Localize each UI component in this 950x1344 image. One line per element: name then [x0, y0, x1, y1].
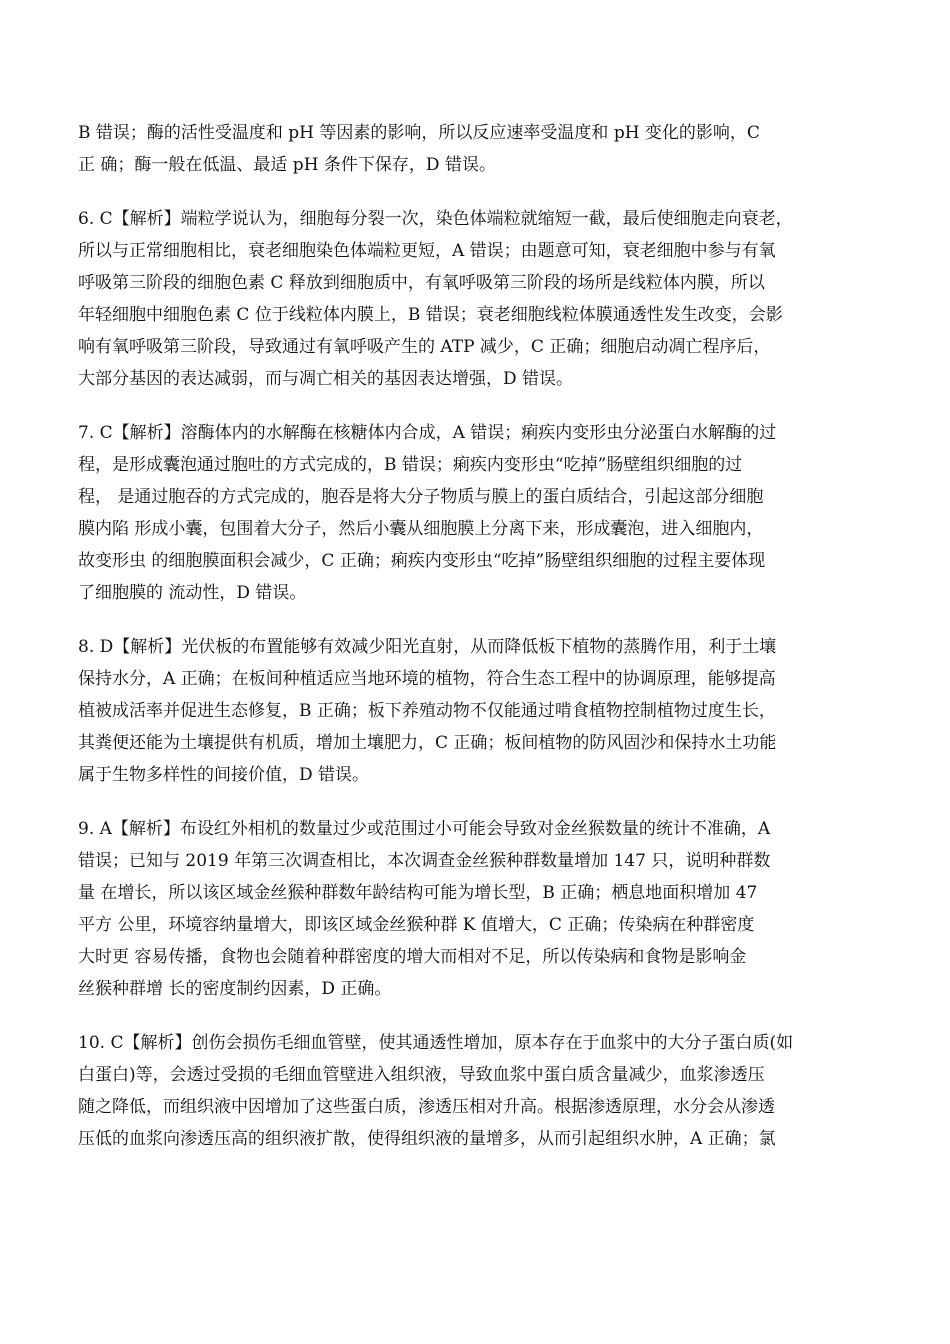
text-line: 其粪便还能为土壤提供有机质，增加土壤肥力，C 正确；板间植物的防风固沙和保持水土功能 [78, 733, 777, 753]
text-line: 7. C【解析】溶酶体内的水解酶在核糖体内合成，A 错误；痢疾内变形虫分泌蛋白水解酶的过 [78, 423, 777, 443]
text-line: 错误；已知与 2019 年第三次调查相比，本次调查金丝猴种群数量增加 147 只，说明种群数 [78, 851, 771, 871]
text-line: 6. C【解析】端粒学说认为，细胞每分裂一次，染色体端粒就缩短一截，最后使细胞走向衰老， [78, 209, 793, 229]
text-line: 响有氧呼吸第三阶段，导致通过有氧呼吸产生的 ATP 减少，C 正确；细胞启动凋亡程序后， [78, 337, 771, 357]
answer-9-paragraph [78, 813, 878, 1005]
text-line: 呼吸第三阶段的细胞色素 C 释放到细胞质中，有氧呼吸第三阶段的场所是线粒体内膜，所以 [78, 273, 765, 293]
text-line: 量 在增长，所以该区域金丝猴种群数年龄结构可能为增长型，B 正确；栖息地面积增加 47 [78, 883, 758, 903]
answer-8-paragraph [78, 631, 878, 791]
text-line: 大时更 容易传播，食物也会随着种群密度的增大而相对不足，所以传染病和食物是影响金 [78, 947, 747, 967]
text-line: 平方 公里，环境容纳量增大，即该区域金丝猴种群 K 值增大，C 正确；传染病在种群密度 [78, 915, 755, 935]
text-line: 正 确；酶一般在低温、最适 pH 条件下保存，D 错误。 [78, 155, 496, 175]
text-line: 故变形虫 的细胞膜面积会减少，C 正确；痢疾内变形虫“吃掉”肠壁组织细胞的过程主要体现 [78, 551, 766, 571]
text-line: 程，是形成囊泡通过胞吐的方式完成的，B 错误；痢疾内变形虫“吃掉”肠壁组织细胞的过 [78, 455, 743, 475]
text-line: 程， 是通过胞吞的方式完成的，胞吞是将大分子物质与膜上的蛋白质结合，引起这部分细胞 [78, 487, 764, 507]
text-line: 白蛋白)等，会透过受损的毛细血管壁进入组织液，导致血浆中蛋白质含量减少，血浆渗透压 [78, 1065, 765, 1085]
text-line: 保持水分，A 正确；在板间种植适应当地环境的植物，符合生态工程中的协调原理，能够提高 [78, 669, 776, 689]
paragraph-continuation [78, 117, 878, 181]
answer-7-paragraph [78, 417, 878, 609]
text-line: B 错误；酶的活性受温度和 pH 等因素的影响，所以反应速率受温度和 pH 变化的影响，C [78, 123, 760, 143]
text-line: 了细胞膜的 流动性，D 错误。 [78, 583, 307, 603]
text-line: 9. A【解析】布设红外相机的数量过少或范围过小可能会导致对金丝猴数量的统计不准确，A [78, 819, 771, 839]
answer-document [78, 117, 878, 1177]
text-line: 膜内陷 形成小囊，包围着大分子，然后小囊从细胞膜上分离下来，形成囊泡，进入细胞内， [78, 519, 764, 539]
text-line: 所以与正常细胞相比，衰老细胞染色体端粒更短，A 错误；由题意可知，衰老细胞中参与有氧 [78, 241, 776, 261]
answer-6-paragraph [78, 203, 878, 395]
text-line: 10. C【解析】创伤会损伤毛细血管壁，使其通透性增加，原本存在于血浆中的大分子蛋白质(如 [78, 1033, 794, 1053]
text-line: 植被成活率并促进生态修复，B 正确；板下养殖动物不仅能通过啃食植物控制植物过度生长， [78, 701, 776, 721]
answer-10-paragraph [78, 1027, 878, 1155]
text-line: 随之降低，而组织液中因增加了这些蛋白质，渗透压相对升高。根据渗透原理，水分会从渗透 [78, 1097, 775, 1117]
text-line: 压低的血浆向渗透压高的组织液扩散，使得组织液的量增多，从而引起组织水肿，A 正确；氯 [78, 1129, 776, 1149]
text-line: 年轻细胞中细胞色素 C 位于线粒体内膜上，B 错误；衰老细胞线粒体膜通透性发生改变，会影 [78, 305, 783, 325]
text-line: 属于生物多样性的间接价值，D 错误。 [78, 765, 370, 785]
text-line: 大部分基因的表达减弱，而与凋亡相关的基因表达增强，D 错误。 [78, 369, 574, 389]
text-line: 8. D【解析】光伏板的布置能够有效减少阳光直射，从而降低板下植物的蒸腾作用，利于土壤 [78, 637, 777, 657]
text-line: 丝猴种群增 长的密度制约因素，D 正确。 [78, 979, 392, 999]
